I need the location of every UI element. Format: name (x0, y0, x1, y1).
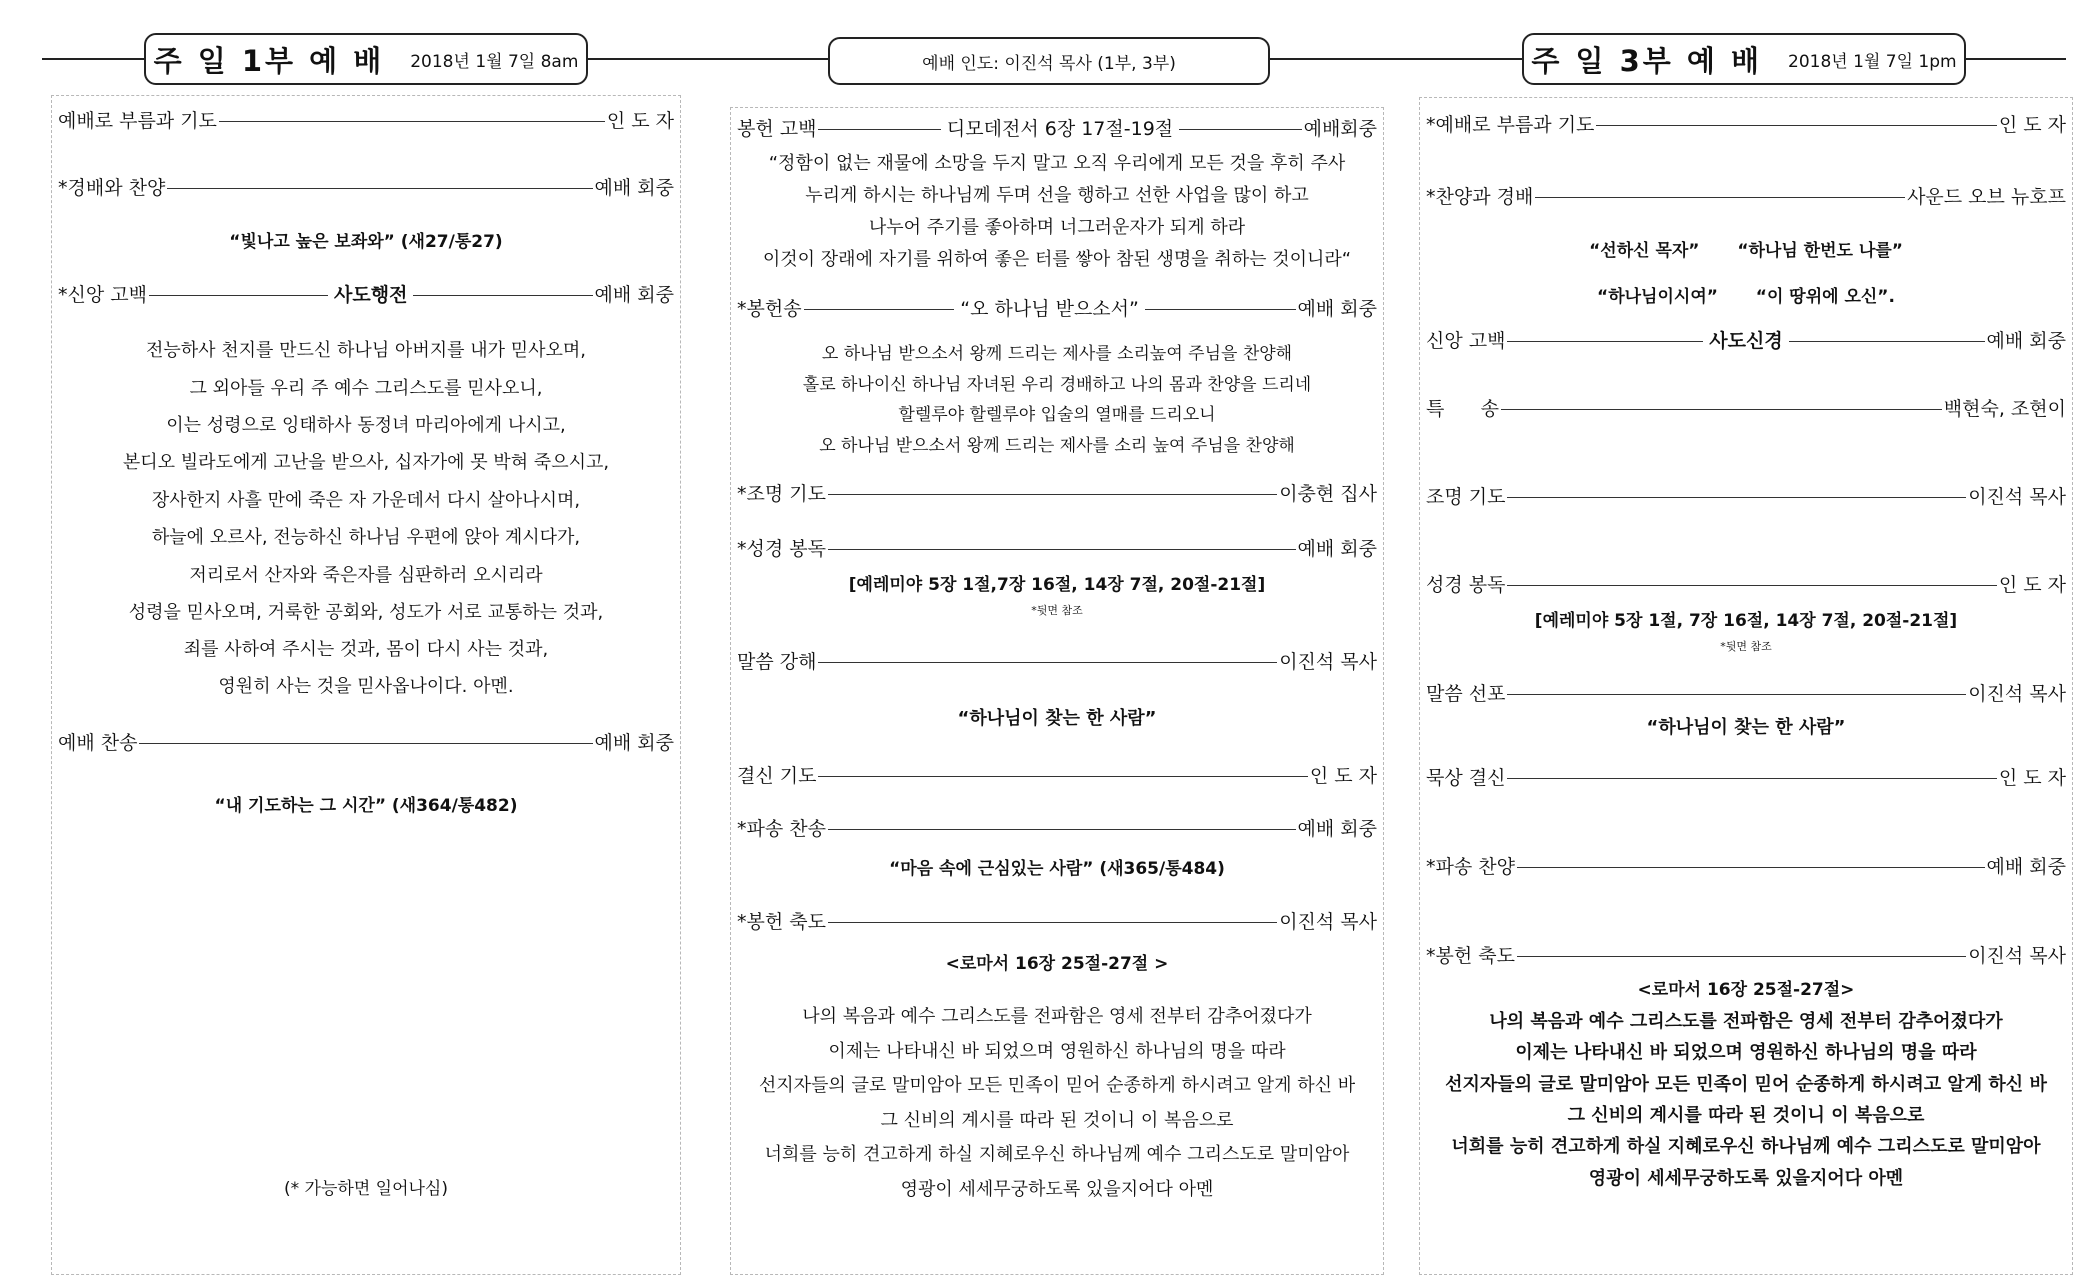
item-sending-hymn (1426, 852, 2066, 879)
item-label: 말씀 강해 (737, 651, 817, 673)
item-scripture-reading (737, 534, 1377, 561)
item-label: *파송 찬양 (1426, 856, 1515, 878)
leader-line (219, 121, 605, 122)
item-performer: 사운드 오브 뉴호프 (1907, 186, 2066, 208)
item-label: 조명 기도 (1426, 486, 1506, 508)
song-title: “오 하나님 받으소서” (960, 298, 1139, 320)
item-lighting-prayer (737, 479, 1377, 506)
leader-line (818, 129, 940, 130)
item-label: 결신 기도 (737, 765, 817, 787)
item-label: 신앙 고백 (1426, 330, 1506, 352)
song-title: “이 땅위에 오신”. (1755, 287, 1895, 307)
item-performer: 예배 회중 (1986, 330, 2067, 352)
benediction-line: 너희를 능히 견고하게 하실 지혜로우신 하나님께 예수 그리스도로 말미암아 (1451, 1136, 2041, 1157)
reading-reference: [예레미야 5장 1절,7장 16절, 14장 7절, 20절-21절] (848, 575, 1266, 595)
leader-line (1507, 778, 1996, 779)
item-performer: 인 도 자 (1998, 114, 2066, 136)
item-performer: 인 도 자 (606, 110, 674, 132)
item-label: *경배와 찬양 (58, 177, 166, 199)
leader-line (413, 295, 592, 296)
creed-line: 영원히 사는 것을 믿사옵나이다. 아멘. (218, 676, 514, 697)
song-title: “선하신 목자” (1589, 241, 1700, 261)
hymn-title: “마음 속에 근심있는 사람” (새365/통484) (889, 859, 1225, 879)
item-special-music (1426, 394, 2066, 421)
leader-line (818, 662, 1277, 663)
hymn-title: “내 기도하는 그 시간” (새364/통482) (214, 796, 518, 816)
creed-line: 하늘에 오르사, 전능하신 하나님 우편에 앉아 계시다가, (151, 527, 581, 548)
creed-line: 전능하사 천지를 만드신 하나님 아버지를 내가 믿사오며, (146, 340, 586, 361)
item-meditation (1426, 763, 2066, 790)
leader-line (1596, 125, 1996, 126)
service-3-date: 2018년 1월 7일 1pm (1788, 51, 1957, 72)
item-performer: 인 도 자 (1309, 765, 1377, 787)
header-rule-left-center (588, 58, 828, 60)
panel-service-1 (51, 95, 681, 1275)
scripture-line: 이것이 장래에 자기를 위하여 좋은 터를 쌓아 참된 생명을 취하는 것이니라“ (762, 249, 1352, 270)
service-3-title: 주 일 3부 예 배 (1531, 43, 1763, 78)
item-benediction (737, 907, 1377, 934)
leader-line (804, 309, 955, 310)
item-sermon (737, 647, 1377, 674)
song-line: 오 하나님 받으소서 왕께 드리는 제사를 소리높여 주님을 찬양해 (821, 344, 1293, 364)
item-label: 예배로 부름과 기도 (58, 110, 217, 132)
header-leader (828, 37, 1270, 85)
creed-line: 이는 성령으로 잉태하사 동정녀 마리아에게 나시고, (166, 415, 566, 436)
leader-line (818, 776, 1307, 777)
item-label: *봉헌송 (737, 298, 802, 320)
song-line: 홀로 하나이신 하나님 자녀된 우리 경배하고 나의 몸과 찬양을 드리네 (802, 375, 1312, 395)
leader-line (1535, 197, 1905, 198)
benediction-line: 영광이 세세무궁하도록 있을지어다 아멘 (1588, 1168, 1904, 1189)
leader-line (828, 829, 1296, 830)
item-creed (1426, 326, 2066, 353)
leader-line (828, 494, 1277, 495)
item-label: *파송 찬송 (737, 818, 826, 840)
benediction-line: 그 신비의 계시를 따라 된 것이니 이 복음으로 (880, 1110, 1234, 1131)
item-offering-confession (737, 114, 1377, 141)
leader-line (1517, 867, 1985, 868)
leader-line (1507, 497, 1966, 498)
praise-songs-row (1420, 282, 2072, 307)
header-rule-left (42, 58, 144, 60)
item-label: *신앙 고백 (58, 284, 147, 306)
leader-line (828, 549, 1296, 550)
leader-line (139, 743, 592, 744)
benediction-reference: <로마서 16장 25절-27절> (1637, 980, 1855, 1000)
header-service-3 (1522, 33, 1966, 85)
item-decision-prayer (737, 761, 1377, 788)
praise-songs-row (1420, 236, 2072, 261)
item-worship-hymn (58, 728, 674, 755)
creed-line: 저리로서 산자와 죽은자를 심판하러 오시리라 (189, 565, 543, 586)
item-label: *조명 기도 (737, 483, 826, 505)
item-performer: 예배 회중 (1297, 818, 1377, 840)
benediction-line: 이제는 나타내신 바 되었으며 영원하신 하나님의 명을 따라 (1515, 1042, 1977, 1063)
item-performer: 예배 회중 (594, 732, 674, 754)
leader-line (1507, 585, 1996, 586)
item-call-to-worship (58, 106, 674, 133)
item-performer: 예배회중 (1303, 118, 1378, 140)
benediction-reference: <로마서 16장 25절-27절 > (945, 954, 1169, 974)
creed-line: 장사한지 사흘 만에 죽은 자 가운데서 다시 살아나시며, (151, 490, 581, 511)
song-line: 오 하나님 받으소서 왕께 드리는 제사를 소리 높여 주님을 찬양해 (819, 436, 1295, 456)
sermon-title: “하나님이 찾는 한 사람” (957, 708, 1157, 729)
leader-line (167, 188, 592, 189)
benediction-line: 너희를 능히 견고하게 하실 지혜로우신 하나님께 예수 그리스도로 말미암아 (764, 1144, 1350, 1165)
item-performer: 인 도 자 (1998, 574, 2066, 596)
panel-service-3 (1419, 97, 2073, 1275)
benediction-line: 그 신비의 계시를 따라 된 것이니 이 복음으로 (1567, 1105, 1925, 1126)
item-label: *봉헌 축도 (1426, 945, 1515, 967)
header-rule-right (1966, 58, 2066, 60)
benediction-line: 이제는 나타내신 바 되었으며 영원하신 하나님의 명을 따라 (828, 1041, 1286, 1062)
item-label: 특 송 (1426, 398, 1499, 420)
item-performer: 예배 회중 (1986, 856, 2066, 878)
scripture-line: “정함이 없는 재물에 소망을 두지 말고 오직 우리에게 모든 것을 후히 주사 (768, 153, 1346, 174)
item-creed (58, 280, 674, 307)
leader-line (1789, 341, 1985, 342)
benediction-line: 영광이 세세무궁하도록 있을지어다 아멘 (900, 1179, 1214, 1200)
header-rule-center-right (1270, 58, 1522, 60)
item-call-to-worship (1426, 110, 2066, 137)
leader-line (1507, 694, 1966, 695)
song-line: 할렐루야 할렐루야 입술의 열매를 드리오니 (898, 405, 1216, 425)
benediction-line: 나의 복음과 예수 그리스도를 전파함은 영세 전부터 감추어졌다가 (802, 1006, 1312, 1027)
item-performer: 이진석 목사 (1279, 911, 1377, 933)
item-label: 성경 봉독 (1426, 574, 1506, 596)
item-benediction (1426, 941, 2066, 968)
item-performer: 이진석 목사 (1279, 651, 1377, 673)
item-sending-hymn (737, 814, 1377, 841)
leader-line (1145, 309, 1296, 310)
item-label: 말씀 선포 (1426, 683, 1506, 705)
item-praise (58, 173, 674, 200)
item-performer: 예배 회중 (594, 177, 674, 199)
item-label: 예배 찬송 (58, 732, 138, 754)
item-praise (1426, 182, 2066, 209)
benediction-line: 선지자들의 글로 말미암아 모든 민족이 믿어 순종하게 하시려고 알게 하신 바 (1445, 1074, 2047, 1095)
scripture-line: 나누어 주기를 좋아하며 너그러운자가 되게 하라 (868, 217, 1246, 238)
reading-note: *뒷면 참조 (1720, 640, 1772, 653)
leader-line (149, 295, 328, 296)
reading-note: *뒷면 참조 (1031, 604, 1083, 617)
reading-reference: [예레미야 5장 1절, 7장 16절, 14장 7절, 20절-21절] (1534, 611, 1958, 631)
hymn-title: “빛나고 높은 보좌와” (새27/통27) (229, 232, 503, 252)
leader-line (1507, 341, 1703, 342)
scripture-ref: 디모데전서 6장 17절-19절 (946, 118, 1174, 140)
leader-line (1517, 956, 1966, 957)
item-scripture-reading (1426, 570, 2066, 597)
item-sermon (1426, 679, 2066, 706)
item-performer: 이진석 목사 (1968, 486, 2066, 508)
panel-center (730, 107, 1384, 1275)
creed-line: 죄를 사하여 주시는 것과, 몸이 다시 사는 것과, (183, 639, 549, 660)
song-title: “하나님이시여” (1597, 287, 1718, 307)
leader-line (828, 922, 1277, 923)
worship-leader: 예배 인도: 이진석 목사 (1부, 3부) (922, 53, 1176, 74)
item-label: *찬양과 경배 (1426, 186, 1534, 208)
benediction-line: 나의 복음과 예수 그리스도를 전파함은 영세 전부터 감추어졌다가 (1489, 1011, 2003, 1032)
item-performer: 예배 회중 (1297, 298, 1378, 320)
item-performer: 예배 회중 (1297, 538, 1377, 560)
header-service-1 (144, 33, 588, 85)
item-label: *봉헌 축도 (737, 911, 826, 933)
creed-line: 본디오 빌라도에게 고난을 받으사, 십자가에 못 박혀 죽으시고, (122, 452, 610, 473)
creed-name: 사도행전 (334, 284, 408, 306)
item-performer: 이진석 목사 (1968, 683, 2066, 705)
item-performer: 백현숙, 조현이 (1943, 398, 2066, 420)
item-label: 묵상 결신 (1426, 767, 1506, 789)
sermon-title: “하나님이 찾는 한 사람” (1646, 717, 1846, 738)
item-label: *성경 봉독 (737, 538, 826, 560)
standing-footnote: (* 가능하면 일어나심) (284, 1179, 448, 1199)
item-performer: 이진석 목사 (1968, 945, 2066, 967)
item-label: 봉헌 고백 (737, 118, 817, 140)
service-1-title: 주 일 1부 예 배 (153, 43, 385, 78)
leader-line (1179, 129, 1301, 130)
creed-name: 사도신경 (1709, 330, 1783, 352)
service-1-date: 2018년 1월 7일 8am (410, 51, 579, 72)
creed-line: 성령을 믿사오며, 거룩한 공회와, 성도가 서로 교통하는 것과, (128, 602, 604, 623)
scripture-line: 누리게 하시는 하나님께 두며 선을 행하고 선한 사업을 많이 하고 (805, 185, 1309, 206)
benediction-line: 선지자들의 글로 말미암아 모든 민족이 믿어 순종하게 하시려고 알게 하신 바 (758, 1075, 1356, 1096)
item-label: *예배로 부름과 기도 (1426, 114, 1595, 136)
creed-line: 그 외아들 우리 주 예수 그리스도를 믿사오니, (189, 378, 543, 399)
item-performer: 예배 회중 (594, 284, 675, 306)
item-offering-song (737, 294, 1377, 321)
leader-line (1501, 409, 1942, 410)
item-lighting-prayer (1426, 482, 2066, 509)
song-title: “하나님 한번도 나를” (1737, 241, 1903, 261)
item-performer: 이충현 집사 (1279, 483, 1377, 505)
item-performer: 인 도 자 (1998, 767, 2066, 789)
